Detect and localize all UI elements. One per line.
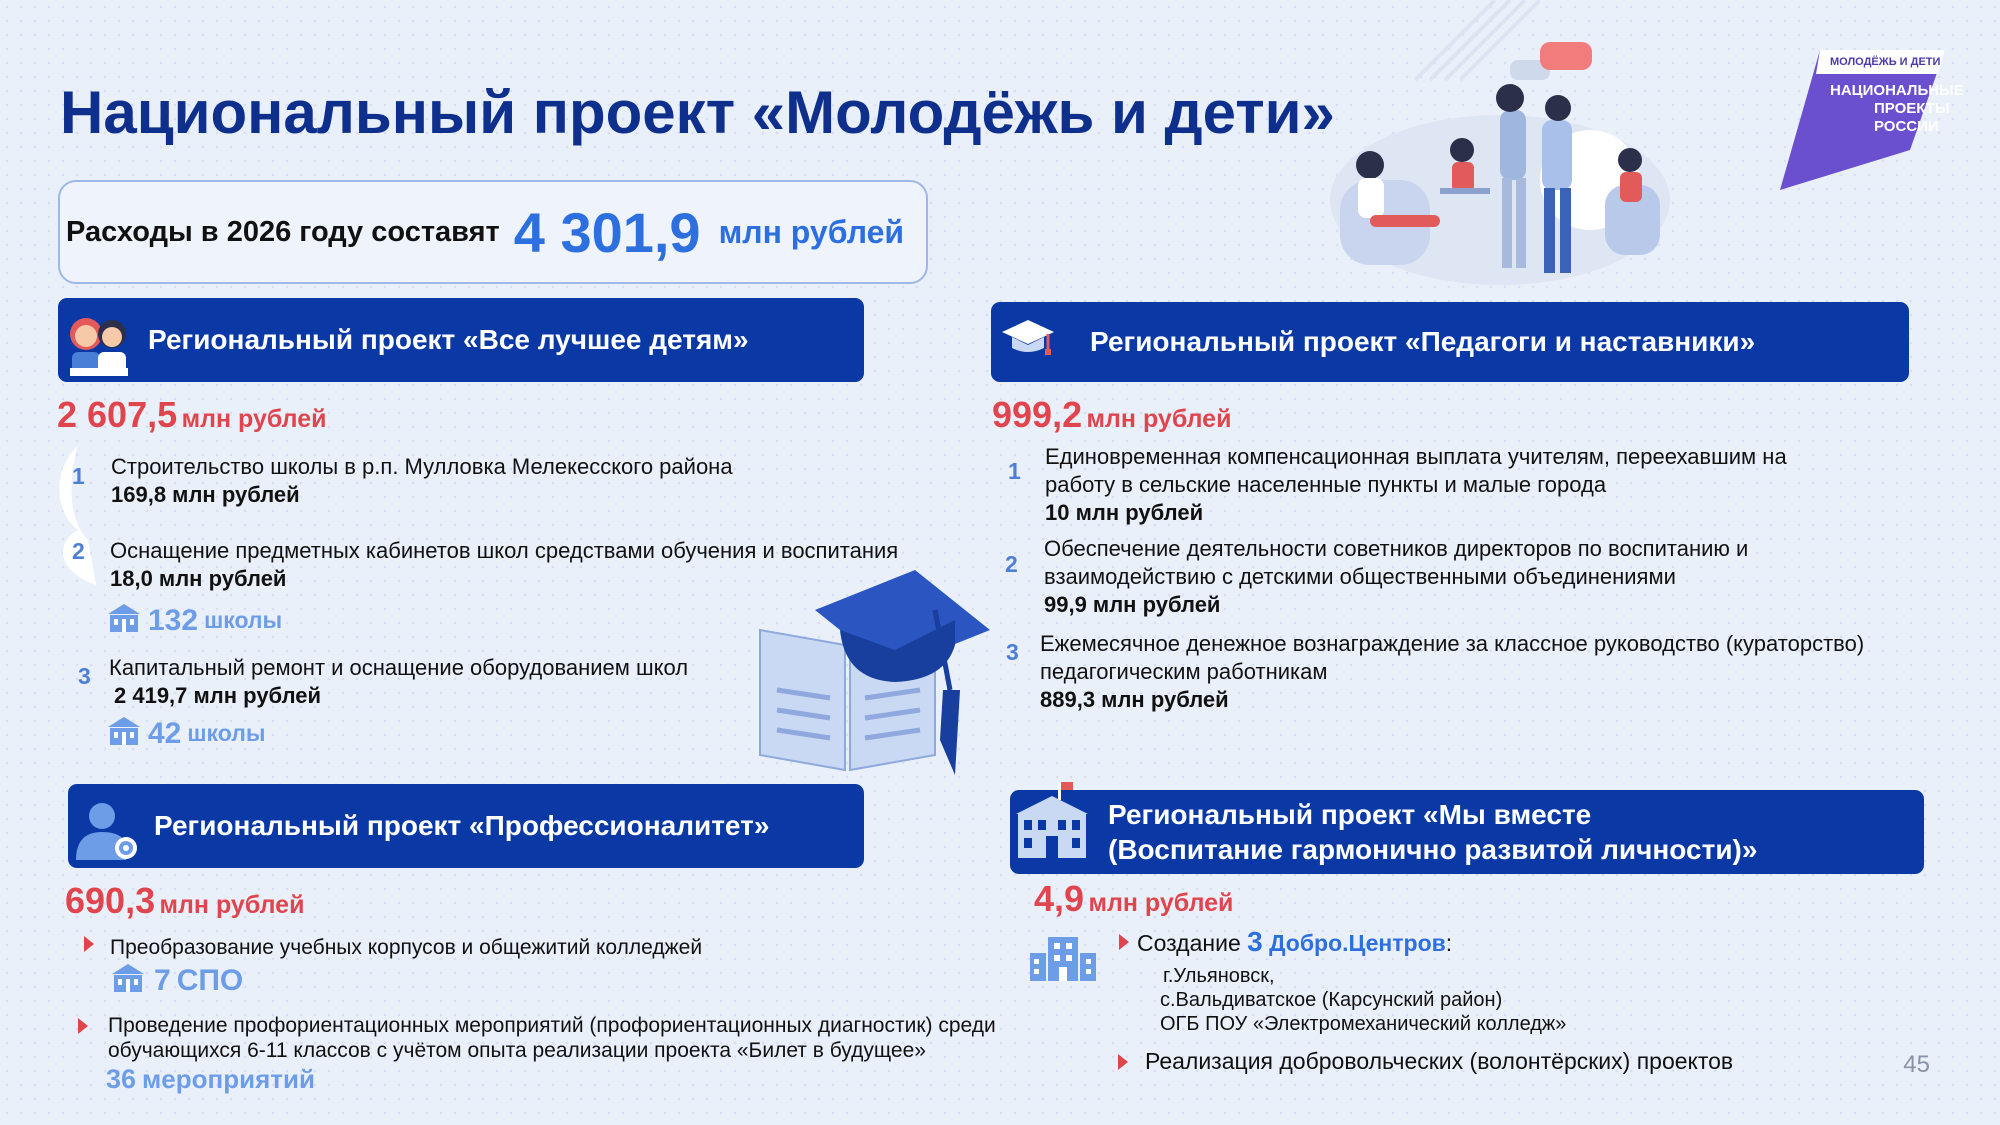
page-number: 45	[1903, 1051, 1930, 1078]
list-item-text: Строительство школы в р.п. Мулловка Мелекесского района	[111, 454, 733, 479]
stat-schools	[106, 602, 282, 639]
list-item-text-line1: Ежемесячное денежное вознаграждение за классное руководство (кураторство)	[1040, 631, 1865, 656]
item-number: 1	[72, 463, 85, 489]
item-number: 3	[1006, 639, 1019, 665]
creation-prefix: Создание	[1137, 930, 1241, 956]
amount-value: 690,3	[65, 880, 156, 921]
expenses-box	[58, 180, 928, 284]
amount-value: 2 607,5	[57, 394, 178, 435]
project-title-together-line2: (Воспитание гармонично развитой личности)»	[1108, 834, 1758, 865]
expenses-label: Расходы в 2026 году составят	[66, 215, 500, 248]
logo-line-2: НАЦИОНАЛЬНЫЕ	[1830, 82, 1964, 99]
item-number: 2	[72, 538, 85, 564]
school-icon	[110, 962, 146, 999]
list-item-sum: 889,3 млн рублей	[1040, 687, 1229, 712]
list-item-sum: 10 млн рублей	[1045, 500, 1204, 525]
project-banner-professionalitet	[68, 784, 864, 868]
project-banner-teachers	[991, 302, 1909, 382]
bullet-marker	[1119, 934, 1129, 950]
stat-spo	[110, 962, 249, 999]
place-item: г.Ульяновск,	[1163, 965, 1275, 987]
bullet-marker	[84, 936, 94, 952]
list-item-text-line2: обучающихся 6-11 классов с учётом опыта реализации проекта «Билет в будущее»	[108, 1039, 926, 1062]
expenses-unit: млн рублей	[718, 213, 905, 250]
amount-unit: млн рублей	[1086, 405, 1232, 433]
stat-label: школы	[204, 607, 283, 633]
stat-number: 36	[106, 1064, 137, 1094]
logo-line-3: ПРОЕКТЫ	[1874, 100, 1950, 117]
amount-unit: млн рублей	[159, 891, 305, 919]
project-title-together-line1: Региональный проект «Мы вместе	[1108, 799, 1592, 830]
bullet-marker	[78, 1018, 88, 1034]
list-item-text: Оснащение предметных кабинетов школ средствами обучения и воспитания	[110, 538, 899, 563]
stat-label: школы	[187, 720, 266, 746]
item-number: 1	[1008, 458, 1021, 484]
list-item-text-line2: взаимодействию с детскими общественными объединениями	[1044, 564, 1676, 589]
professional-person-icon	[72, 800, 142, 862]
item-number: 2	[1005, 551, 1018, 577]
stat-events	[106, 1064, 315, 1095]
list-item-sum: 18,0 млн рублей	[110, 566, 287, 591]
stat-number: 7	[154, 963, 171, 997]
creation-suffix: :	[1445, 930, 1453, 956]
stat-number: 132	[148, 603, 199, 637]
dobro-center-icon	[1028, 935, 1098, 981]
building-icon	[1012, 780, 1092, 862]
project-title-professionalitet: Региональный проект «Профессионалитет»	[154, 810, 770, 841]
school-icon	[106, 602, 142, 639]
stat-schools	[106, 715, 265, 752]
people-illustration	[1320, 0, 1680, 290]
list-item-text-line1: Единовременная компенсационная выплата учителям, переехавшим на	[1045, 444, 1787, 469]
list-item-text-line2: педагогическим работникам	[1040, 659, 1328, 684]
logo-line-1: МОЛОДЁЖЬ И ДЕТИ	[1830, 56, 1941, 68]
logo	[1760, 40, 1964, 190]
list-item-sum: 2 419,7 млн рублей	[114, 683, 322, 708]
project-title-teachers: Региональный проект «Педагоги и наставники»	[1090, 326, 1756, 357]
dobro-creation-line	[1137, 928, 1452, 957]
project-title-best-children: Региональный проект «Все лучшее детям»	[148, 324, 749, 355]
list-item-text-line1: Обеспечение деятельности советников директоров по воспитанию и	[1044, 536, 1749, 561]
expenses-value: 4 301,9	[513, 200, 701, 264]
page-title: Национальный проект «Молодёжь и дети»	[60, 79, 1335, 146]
creation-name: Добро.Центров	[1269, 930, 1446, 956]
amount-unit: млн рублей	[181, 405, 327, 433]
school-icon	[106, 715, 142, 752]
graduation-cap-icon	[1000, 318, 1056, 358]
list-item-text-line2: работу в сельские населенные пункты и малые города	[1045, 472, 1607, 497]
item-number: 3	[78, 663, 91, 689]
project-banner-together	[1010, 790, 1924, 874]
list-item-sum: 169,8 млн рублей	[111, 482, 300, 507]
creation-number: 3	[1247, 926, 1263, 957]
amount-unit: млн рублей	[1088, 889, 1234, 917]
list-item-sum: 99,9 млн рублей	[1044, 592, 1221, 617]
logo-line-4: РОССИИ	[1874, 118, 1939, 135]
list-item-text: Капитальный ремонт и оснащение оборудованием школ	[109, 655, 689, 680]
amount-professionalitet	[65, 880, 304, 922]
project-banner-best-children	[58, 298, 864, 382]
list-item-text-line1: Проведение профориентационных мероприятий (профориентационных диагностик) среди	[108, 1014, 996, 1037]
stat-label: СПО	[176, 963, 244, 997]
amount-best-children	[57, 394, 327, 436]
place-item: ОГБ ПОУ «Электромеханический колледж»	[1160, 1013, 1567, 1035]
amount-value: 4,9	[1034, 878, 1085, 919]
stat-number: 42	[148, 716, 182, 750]
place-item: с.Вальдиватское (Карсунский район)	[1160, 989, 1503, 1011]
amount-value: 999,2	[992, 394, 1083, 435]
amount-together	[1034, 878, 1233, 920]
list-item-text: Преобразование учебных корпусов и общежитий колледжей	[110, 936, 703, 959]
book-cap-illustration	[755, 570, 995, 780]
amount-teachers	[992, 394, 1231, 436]
children-icon	[64, 312, 134, 376]
list-item-text: Реализация добровольческих (волонтёрских) проектов	[1145, 1048, 1734, 1074]
bullet-marker	[1118, 1054, 1128, 1070]
stat-label: мероприятий	[142, 1064, 315, 1094]
